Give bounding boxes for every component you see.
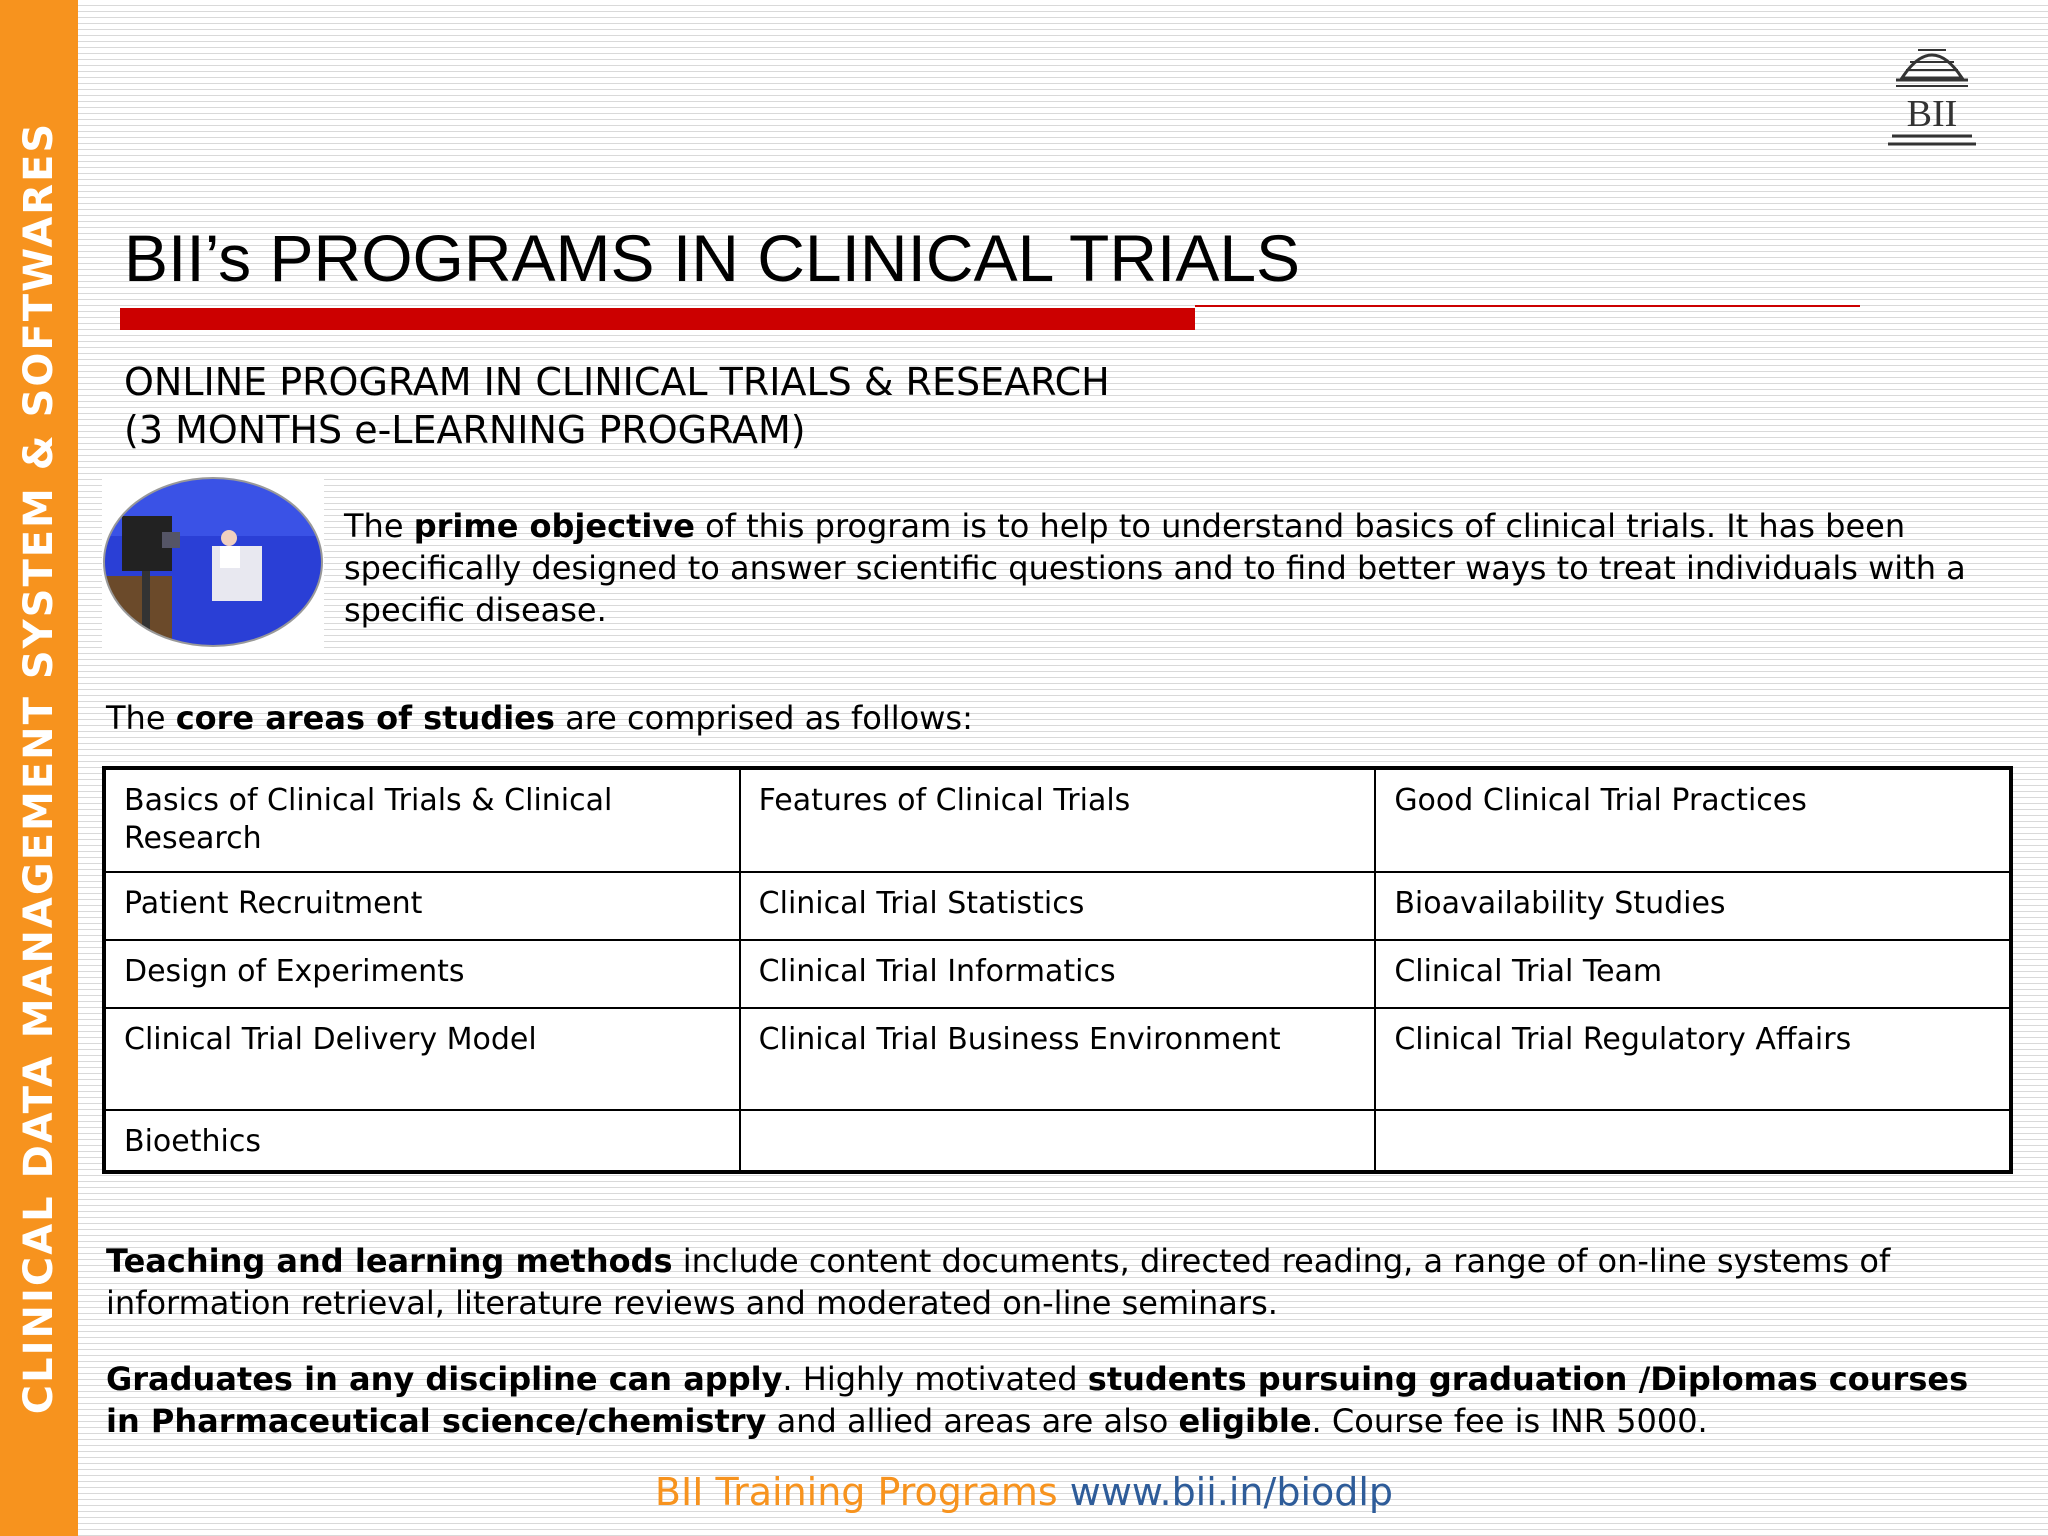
table-cell: Bioethics <box>104 1110 740 1172</box>
subtitle-line-2: (3 MONTHS e-LEARNING PROGRAM) <box>124 408 806 452</box>
table-cell: Clinical Trial Informatics <box>740 940 1376 1008</box>
footer-label: BII Training Programs <box>654 1470 1058 1514</box>
teaching-emphasis: Teaching and learning methods <box>106 1242 673 1280</box>
sidebar <box>0 0 78 1536</box>
table-cell: Patient Recruitment <box>104 872 740 940</box>
table-cell: Clinical Trial Delivery Model <box>104 1008 740 1110</box>
page-title: BII’s PROGRAMS IN CLINICAL TRIALS <box>124 221 1301 295</box>
table-row <box>104 1008 2011 1110</box>
table-cell: Clinical Trial Regulatory Affairs <box>1375 1008 2011 1110</box>
subtitle-line-1: ONLINE PROGRAM IN CLINICAL TRIALS & RESEARCH <box>124 360 1110 404</box>
table-cell <box>1375 1110 2011 1172</box>
core-areas-table <box>102 766 2013 1174</box>
table-cell: Bioavailability Studies <box>1375 872 2011 940</box>
table-cell: Clinical Trial Business Environment <box>740 1008 1376 1110</box>
footer-url-link[interactable]: www.bii.in/biodlp <box>1069 1470 1394 1514</box>
table-cell: Good Clinical Trial Practices <box>1375 768 2011 872</box>
objective-paragraph: The prime objective of this program is to help to understand basics of clinical trials. It has been specifically designed to answer scientific questions and to find better ways to treat individuals with a specific disease. <box>344 507 1966 629</box>
table-row <box>104 940 2011 1008</box>
table-cell: Features of Clinical Trials <box>740 768 1376 872</box>
teaching-paragraph: Teaching and learning methods include content documents, directed reading, a range of on-line systems of information retrieval, literature reviews and moderated on-line seminars. <box>106 1242 1891 1322</box>
title-underline-thick <box>120 308 1195 330</box>
classroom-photo <box>102 476 324 648</box>
eligibility-paragraph: Graduates in any discipline can apply. Highly motivated students pursuing graduation /Diplomas courses in Pharmaceutical science/chemistry and allied areas are also eligible. Course fee is INR 5000. <box>106 1360 1969 1440</box>
table-cell <box>740 1110 1376 1172</box>
eligibility-emphasis-1: Graduates in any discipline can apply <box>106 1360 783 1398</box>
logo-text: BII <box>1906 93 1958 135</box>
table-row <box>104 1110 2011 1172</box>
table-cell: Clinical Trial Team <box>1375 940 2011 1008</box>
bii-logo <box>1888 32 1976 152</box>
eligibility-emphasis-2: students pursuing graduation /Diplomas courses in Pharmaceutical science/chemistry <box>106 1360 1969 1440</box>
table-cell: Basics of Clinical Trials & Clinical Research <box>104 768 740 872</box>
core-areas-intro: The core areas of studies are comprised as follows: <box>106 699 973 737</box>
table-row <box>104 872 2011 940</box>
core-areas-emphasis: core areas of studies <box>175 699 555 737</box>
table-cell: Clinical Trial Statistics <box>740 872 1376 940</box>
logo-dome <box>1902 55 1962 78</box>
footer <box>0 1470 2048 1514</box>
eligibility-emphasis-3: eligible <box>1178 1402 1312 1440</box>
table-cell: Design of Experiments <box>104 940 740 1008</box>
objective-emphasis: prime objective <box>413 507 695 545</box>
sidebar-title: CLINICAL DATA MANAGEMENT SYSTEM & SOFTWARES <box>16 121 62 1415</box>
program-subtitle <box>124 358 1110 454</box>
table-row <box>104 768 2011 872</box>
title-underline-thin <box>1195 305 1860 307</box>
